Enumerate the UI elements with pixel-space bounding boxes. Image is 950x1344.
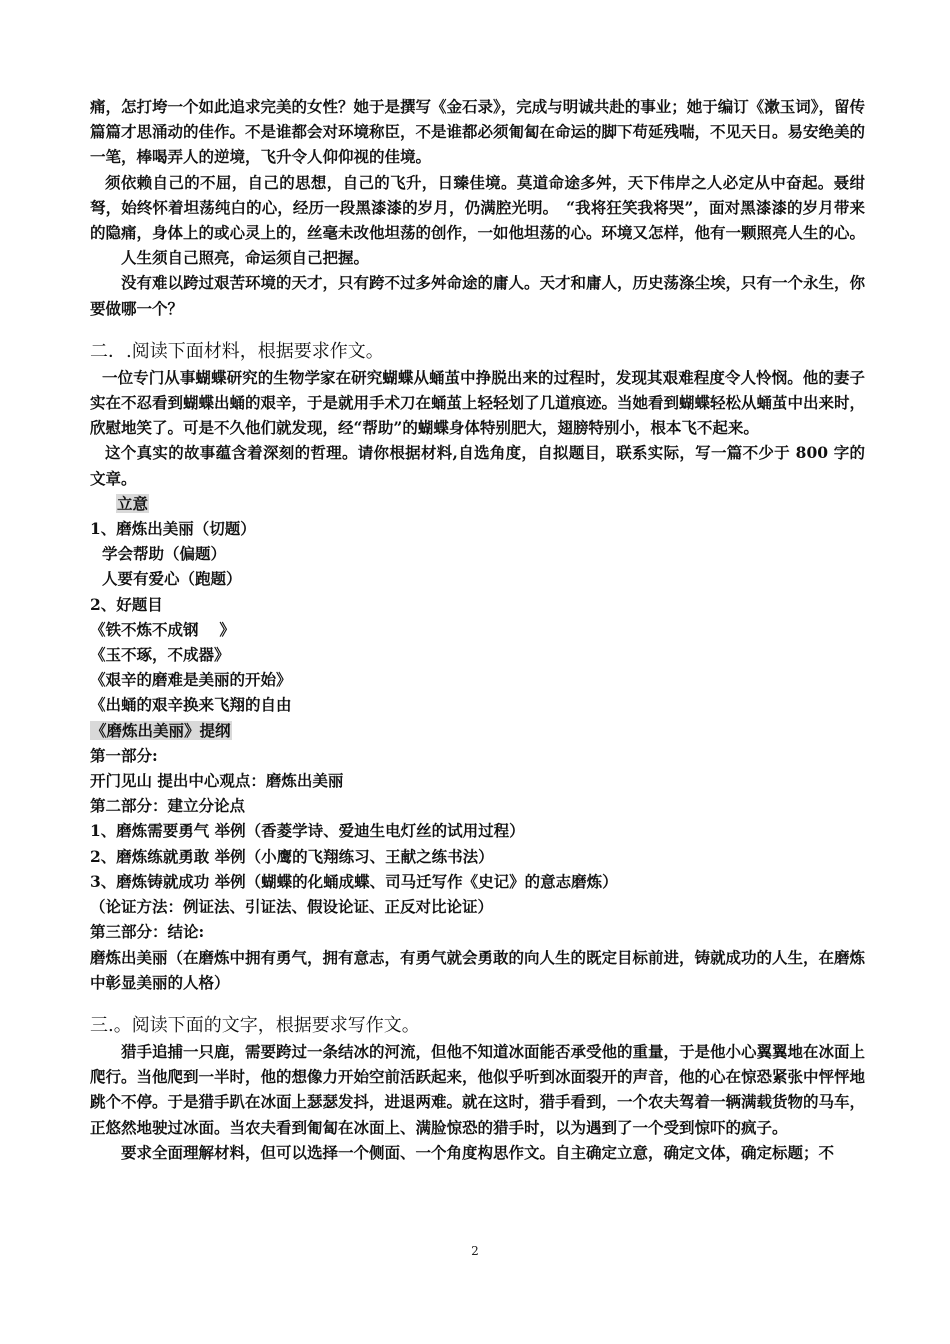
list-item: 《出蛹的艰辛换来飞翔的自由 (90, 695, 292, 715)
outline-line: 磨炼出美丽（在磨炼中拥有勇气，拥有意志，有勇气就会勇敢的向人生的既定目标前进，铸就成功的人生，在磨炼中彰显美丽的人格） (90, 947, 866, 992)
paragraph: 没有难以跨过艰苦环境的天才，只有跨不过多舛命途的庸人。天才和庸人，历史荡涤尘埃，只有一个永生，你要做哪一个？ (90, 273, 866, 318)
list-item: 人要有爱心（跑题） (102, 569, 242, 589)
paragraph: 猎手追捕一只鹿，需要跨过一条结冰的河流，但他不知道冰面能否承受他的重量，于是他小心翼翼地在冰面上爬行。当他爬到一半时，他的想像力开始空前活跃起来，他似乎听到冰面裂开的声音，他的心在惊恐紧张中怦怦地跳个不停。于是猎手趴在冰面上瑟瑟发抖，进退两难。就在这时，猎手看到，一个农夫驾着一辆满载货物的马车，正悠然地驶过冰面。当农夫看到匍匐在冰面上、满脸惊恐的猎手时，以为遇到了一个受到惊吓的疯子。 (90, 1041, 866, 1137)
section-heading: 二．.阅读下面材料，根据要求作文。 (90, 340, 384, 362)
list-item: 《铁不炼不成钢 》 (90, 619, 235, 639)
paragraph: 要求全面理解材料，但可以选择一个侧面、一个角度构思作文。自主确定立意，确定文体，确定标题；不 (121, 1142, 835, 1162)
document-page (90, 94, 865, 1165)
outline-line: 3、磨炼铸就成功 举例（蝴蝶的化蛹成蝶、司马迁写作《史记》的意志磨炼） (90, 871, 618, 891)
highlighted-label: 立意 (117, 493, 149, 513)
subheading: 2、好题目 (90, 594, 163, 614)
list-item: 《玉不琢，不成器》 (90, 645, 230, 665)
outline-line: 2、磨炼练就勇敢 举例（小鹰的飞翔练习、王献之练书法） (90, 846, 494, 866)
paragraph: 这个真实的故事蕴含着深刻的哲理。请你根据材料,自选角度，自拟题目，联系实际，写一篇不少于 800 字的文章。 (90, 443, 865, 488)
outline-line: 第三部分：结论: (90, 922, 205, 942)
highlighted-label: 《磨炼出美丽》提纲 (91, 720, 231, 740)
paragraph: 痛，怎打垮一个如此追求完美的女性？她于是撰写《金石录》，完成与明诚共赴的事业；她于编订《漱玉词》，留传篇篇才思涌动的佳作。不是谁都会对环境称臣，不是谁都必须匍匐在命运的脚下苟延残喘，不见天日。易安绝美的一笔，棒喝弄人的逆境，飞升令人仰仰视的佳境。 (90, 97, 866, 167)
section-heading: 三.。阅读下面的文字，根据要求写作文。 (90, 1014, 420, 1036)
list-item: 1、磨炼出美丽（切题） (90, 519, 256, 539)
outline-line: 第一部分: (90, 745, 158, 765)
paragraph: 须依赖自己的不屈，自己的思想，自己的飞升，日臻佳境。莫道命途多舛，天下伟岸之人必定从中奋起。聂绀弩，始终怀着坦荡纯白的心，经历一段黑漆漆的岁月，仍满腔光明。 “我将狂笑我将哭”，面对黑漆漆的岁月带来的隐痛，身体上的或心灵上的，丝毫未改他坦荡的创作，一如他坦荡的心。环境又怎样，他有一颗照亮人生的心。 (90, 172, 866, 243)
outline-line: （论证方法：例证法、引证法、假设论证、正反对比论证） (90, 897, 494, 917)
list-item: 学会帮助（偏题） (102, 544, 227, 564)
page-number: 2 (471, 1244, 479, 1258)
subheading (90, 491, 865, 516)
paragraph: 人生须自己照亮，命运须自己把握。 (121, 248, 370, 268)
outline-line: 第二部分：建立分论点 (90, 796, 246, 816)
subheading (90, 718, 865, 743)
list-item: 《艰辛的磨难是美丽的开始》 (90, 670, 292, 690)
outline-line: 1、磨炼需要勇气 举例（香菱学诗、爱迪生电灯丝的试用过程） (90, 821, 525, 841)
outline-line: 开门见山 提出中心观点：磨炼出美丽 (90, 771, 344, 791)
paragraph: 一位专门从事蝴蝶研究的生物学家在研究蝴蝶从蛹茧中挣脱出来的过程时，发现其艰难程度令人怜悯。他的妻子实在不忍看到蝴蝶出蛹的艰辛，于是就用手术刀在蛹茧上轻轻划了几道痕迹。当她看到蝴蝶轻松从蛹茧中出来时，欣慰地笑了。可是不久他们就发现，经“帮助”的蝴蝶身体特别肥大，翅膀特别小，根本飞不起来。 (90, 367, 866, 438)
